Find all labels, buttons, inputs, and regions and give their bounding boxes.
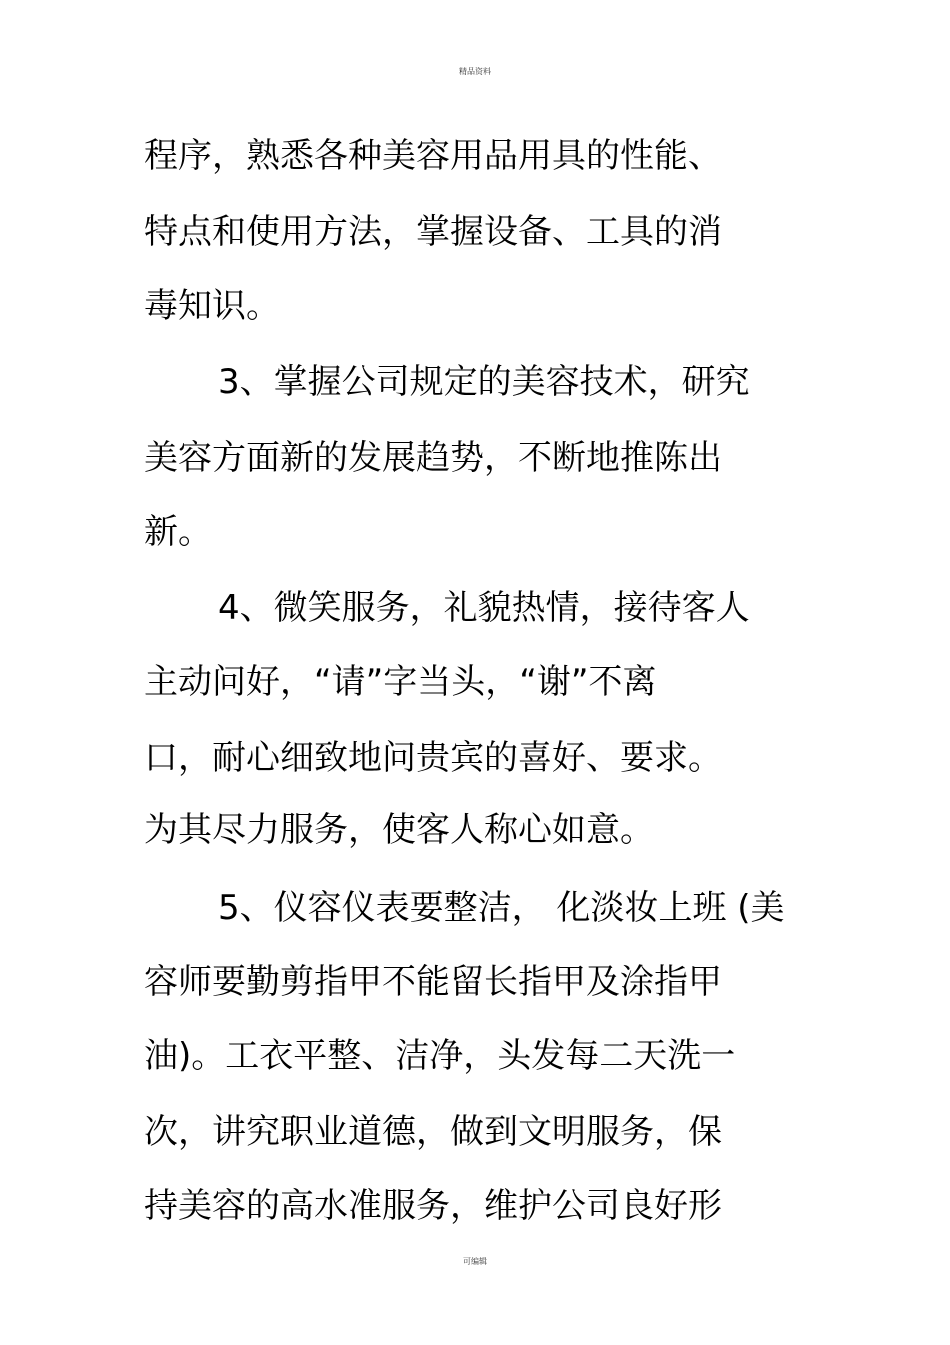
text-line-2: 特点和使用方法，掌握设备、工具的消	[144, 212, 722, 252]
text-line-9: 口，耐心细致地问贵宾的喜好、要求。	[144, 738, 722, 778]
text-line-6: 新。	[144, 512, 212, 552]
page-header-note: 精品资料	[459, 67, 491, 76]
text-line-5: 美容方面新的发展趋势，不断地推陈出	[144, 438, 722, 478]
text-line-11: 5、仪容仪表要整洁， 化淡妆上班 (美	[218, 888, 785, 928]
text-line-13: 油)。工衣平整、洁净，头发每二天洗一	[144, 1036, 736, 1076]
text-line-8: 主动问好，“请”字当头，“谢”不离	[144, 662, 657, 702]
text-line-14: 次，讲究职业道德，做到文明服务，保	[144, 1112, 722, 1152]
page-footer-note: 可编辑	[463, 1257, 487, 1266]
text-line-15: 持美容的高水准服务，维护公司良好形	[144, 1186, 722, 1226]
text-line-1: 程序，熟悉各种美容用品用具的性能、	[144, 136, 722, 176]
text-line-10: 为其尽力服务，使客人称心如意。	[144, 810, 654, 850]
text-line-4: 3、掌握公司规定的美容技术，研究	[218, 362, 750, 402]
text-line-3: 毒知识。	[144, 286, 280, 326]
text-line-12: 容师要勤剪指甲不能留长指甲及涂指甲	[144, 962, 722, 1002]
text-line-7: 4、微笑服务，礼貌热情，接待客人	[218, 588, 750, 628]
